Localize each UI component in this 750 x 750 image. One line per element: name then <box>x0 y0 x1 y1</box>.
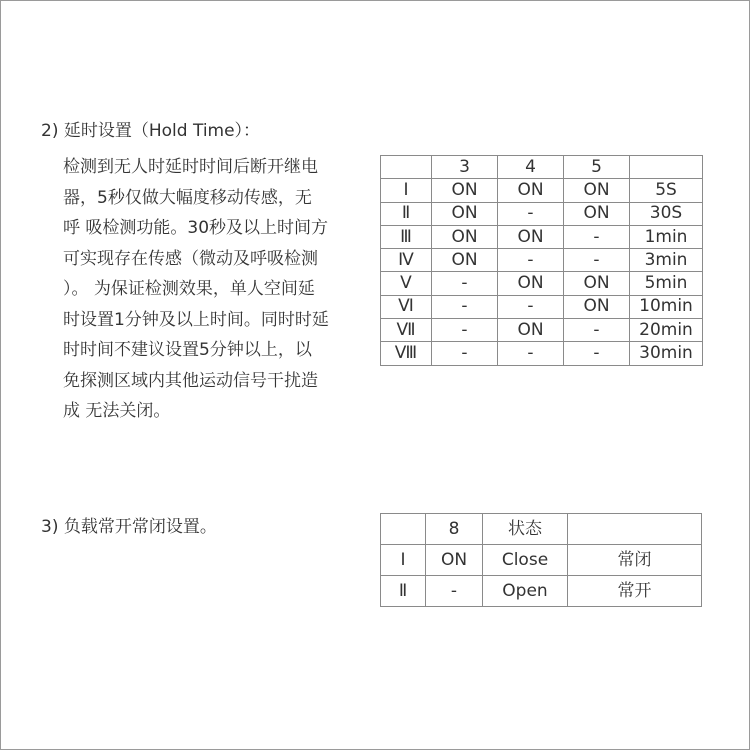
table-cell: 3min <box>630 249 703 272</box>
description-line: 时设置1分钟及以上时间。同时时延 <box>63 309 329 330</box>
table-cell: 8 <box>426 514 483 545</box>
table-header-row <box>381 156 703 179</box>
table-row <box>381 179 703 202</box>
table-row <box>381 576 702 607</box>
table-cell: - <box>564 319 630 342</box>
description-line: 时时间不建议设置5分钟以上，以 <box>63 340 312 360</box>
table-cell: Open <box>483 576 568 607</box>
table-cell: ON <box>564 295 630 318</box>
table-cell: ON <box>498 272 564 295</box>
table-row <box>381 342 703 365</box>
table-cell: - <box>564 225 630 248</box>
table-cell: 30S <box>630 202 703 225</box>
section-2-heading: 2) 延时设置（Hold Time）： <box>41 121 261 141</box>
table-cell: 10min <box>630 295 703 318</box>
table-cell: Ⅰ <box>381 545 426 576</box>
table-cell: ON <box>564 202 630 225</box>
table-cell: Ⅳ <box>381 249 432 272</box>
table-cell: Ⅴ <box>381 272 432 295</box>
table-cell: 5 <box>564 156 630 179</box>
table-cell: ON <box>432 179 498 202</box>
description-line: ）。 为保证检测效果，单人空间延 <box>63 279 315 299</box>
table-row <box>381 225 703 248</box>
table-row <box>381 249 703 272</box>
table-cell: ON <box>564 272 630 295</box>
description-line: 可实现存在传感（微动及呼吸检测 <box>63 248 318 269</box>
table-header-row <box>381 514 702 545</box>
table-cell: - <box>564 249 630 272</box>
table-cell: ON <box>426 545 483 576</box>
table-cell: Ⅰ <box>381 179 432 202</box>
table-cell: Close <box>483 545 568 576</box>
table-cell: - <box>432 342 498 365</box>
table-cell: - <box>432 295 498 318</box>
description-line: 器，5秒仅做大幅度移动传感，无 <box>63 187 312 208</box>
table-cell: Ⅱ <box>381 576 426 607</box>
table-cell: Ⅱ <box>381 202 432 225</box>
table-cell: 4 <box>498 156 564 179</box>
load-state-table <box>380 513 702 607</box>
table-cell: Ⅶ <box>381 319 432 342</box>
table-cell <box>381 156 432 179</box>
table-cell <box>381 514 426 545</box>
table-cell: ON <box>498 225 564 248</box>
table-cell <box>568 514 702 545</box>
table-row <box>381 545 702 576</box>
table-cell: - <box>498 249 564 272</box>
description-line: 检测到无人时延时时间后断开继电 <box>63 157 318 177</box>
table-cell: ON <box>432 249 498 272</box>
section-3-heading: 3) 负载常开常闭设置。 <box>41 517 217 537</box>
table-cell: 30min <box>630 342 703 365</box>
table-cell <box>630 156 703 179</box>
table-cell: - <box>498 202 564 225</box>
table-cell: 3 <box>432 156 498 179</box>
section-2-description <box>63 152 351 427</box>
hold-time-table <box>380 155 703 366</box>
table-cell: ON <box>432 202 498 225</box>
table-cell: 1min <box>630 225 703 248</box>
description-line: 免探测区域内其他运动信号干扰造 <box>63 370 318 391</box>
table-cell: ON <box>498 179 564 202</box>
table-cell: - <box>426 576 483 607</box>
table-cell: 5S <box>630 179 703 202</box>
table-cell: ON <box>564 179 630 202</box>
table-cell: 常开 <box>568 576 702 607</box>
table-cell: - <box>564 342 630 365</box>
table-cell: 常闭 <box>568 545 702 576</box>
table-cell: Ⅲ <box>381 225 432 248</box>
table-cell: ON <box>432 225 498 248</box>
table-cell: - <box>498 342 564 365</box>
description-line: 成 无法关闭。 <box>63 401 171 421</box>
table-cell: 20min <box>630 319 703 342</box>
table-cell: 状态 <box>483 514 568 545</box>
table-cell: ON <box>498 319 564 342</box>
table-cell: - <box>432 319 498 342</box>
table-row <box>381 202 703 225</box>
table-cell: Ⅵ <box>381 295 432 318</box>
description-line: 呼 吸检测功能。30秒及以上时间方 <box>63 218 329 238</box>
table-row <box>381 295 703 318</box>
table-row <box>381 319 703 342</box>
table-cell: Ⅷ <box>381 342 432 365</box>
table-row <box>381 272 703 295</box>
table-cell: - <box>498 295 564 318</box>
table-cell: - <box>432 272 498 295</box>
table-cell: 5min <box>630 272 703 295</box>
